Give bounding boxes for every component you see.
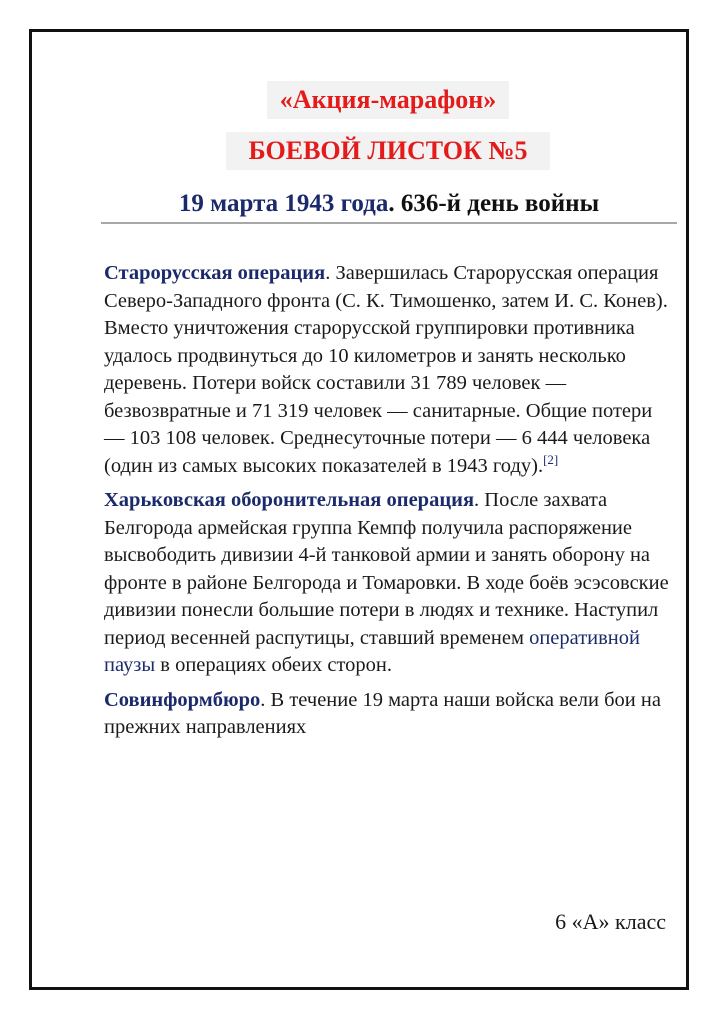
section-sovinformburo [104,687,676,742]
date-separator: . [388,190,401,217]
leaflet-title: БОЕВОЙ ЛИСТОК №5 [226,132,550,170]
operational-pause-link[interactable]: оперативной паузы [104,626,641,676]
date-text: 19 марта 1943 года [178,190,389,217]
date-line [101,188,677,224]
section-term: Старорусская операция [104,262,326,284]
section-term: Харьковская оборонительная операция [104,489,475,511]
section-text: . В течение 19 марта наши войска вели бои на прежних направлениях [104,688,661,738]
class-label: 6 «А» класс [555,909,666,934]
section-text: . После захвата Белгорода армейская группа Кемпф получила распоряжение высвободить дивизии 4-й танковой армии и занять оборону на фронте в районе Белгорода и Томаровки. В ходе боёв эсэсовские дивизии понесли большие потери в людях и технике. Наступил период весенней распутицы, ставший временем [104,489,669,649]
section-text: в операциях обеих сторон. [155,654,392,676]
section-term: Совинформбюро [104,688,261,711]
article-body [104,260,676,749]
marathon-banner: «Акция-марафон» [267,81,509,119]
leaflet-frame [29,29,689,990]
footnote-ref-link[interactable]: [2] [543,451,559,467]
section-text: . Завершилась Старорусская операция Северо-Западного фронта (С. К. Тимошенко, затем И. С. Конев). Вместо уничтожения старорусской группировки противника удалось продвинуться до 10 километров и занять несколько деревень. Потери войск составили 31 789 человек — безвозвратные и 71 319 человек — санитарные. Общие потери — 103 108 человек. Среднесуточные потери — 6 444 человека (один из самых высоких показателей в 1943 году). [104,262,668,477]
section-kharkov [104,487,676,680]
war-day-text: 636-й день войны [400,190,600,217]
section-staraya-russa [104,260,676,480]
